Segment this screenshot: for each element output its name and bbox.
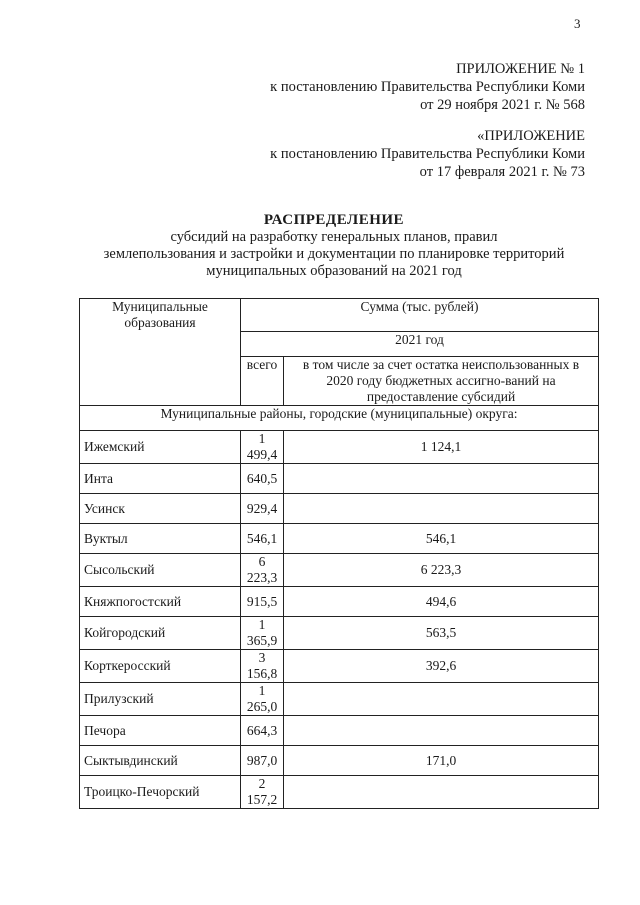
total-amount: 2 157,2 (241, 776, 284, 809)
total-amount: 3 156,8 (241, 650, 284, 683)
municipality-name: Корткеросский (80, 650, 241, 683)
municipality-name: Печора (80, 716, 241, 746)
appendix-reference: к постановлению Правительства Республики Коми (270, 146, 585, 162)
municipality-name: Койгородский (80, 617, 241, 650)
section-row (80, 406, 599, 431)
table-row (80, 554, 599, 587)
included-amount: 392,6 (284, 650, 599, 683)
appendix-date: от 17 февраля 2021 г. № 73 (419, 164, 585, 180)
table-row (80, 431, 599, 464)
included-amount: 171,0 (284, 746, 599, 776)
included-amount: 546,1 (284, 524, 599, 554)
municipality-name: Инта (80, 464, 241, 494)
municipality-name: Ижемский (80, 431, 241, 464)
included-amount (284, 464, 599, 494)
appendix-title: «ПРИЛОЖЕНИЕ (477, 128, 585, 144)
table-row (80, 617, 599, 650)
total-amount: 546,1 (241, 524, 284, 554)
appendix-reference: к постановлению Правительства Республики Коми (270, 79, 585, 95)
municipality-name: Княжпогостский (80, 587, 241, 617)
header-included: в том числе за счет остатка неиспользованных в 2020 году бюджетных ассигно-ваний на предоставление субсидий (284, 357, 599, 406)
document-title (70, 212, 598, 280)
total-amount: 929,4 (241, 494, 284, 524)
included-amount (284, 683, 599, 716)
header-municipality: Муниципальные образования (80, 299, 241, 406)
table-row (80, 587, 599, 617)
header-total: всего (241, 357, 284, 406)
included-amount (284, 716, 599, 746)
included-amount: 494,6 (284, 587, 599, 617)
municipality-name: Усинск (80, 494, 241, 524)
header-year: 2021 год (241, 332, 599, 357)
table-row (80, 524, 599, 554)
header-row (80, 299, 599, 332)
appendix-header-current (270, 60, 585, 114)
included-amount: 6 223,3 (284, 554, 599, 587)
table-row (80, 746, 599, 776)
table-row (80, 716, 599, 746)
appendix-date: от 29 ноября 2021 г. № 568 (420, 97, 585, 113)
municipality-name: Вуктыл (80, 524, 241, 554)
table-row (80, 683, 599, 716)
included-amount (284, 494, 599, 524)
total-amount: 640,5 (241, 464, 284, 494)
header-sum: Сумма (тыс. рублей) (241, 299, 599, 332)
section-title: Муниципальные районы, городские (муниципальные) округа: (80, 406, 599, 431)
title-line: землепользования и застройки и документации по планировке территорий (103, 246, 565, 262)
included-amount: 563,5 (284, 617, 599, 650)
table-row (80, 776, 599, 809)
title-main: РАСПРЕДЕЛЕНИЕ (263, 212, 405, 228)
table-row (80, 650, 599, 683)
total-amount: 915,5 (241, 587, 284, 617)
municipality-name: Прилузский (80, 683, 241, 716)
municipality-name: Сыктывдинский (80, 746, 241, 776)
appendix-header-original (270, 127, 585, 181)
title-line: субсидий на разработку генеральных планов, правил (170, 229, 498, 245)
appendix-title: ПРИЛОЖЕНИЕ № 1 (456, 61, 585, 77)
included-amount (284, 776, 599, 809)
total-amount: 1 365,9 (241, 617, 284, 650)
page-number: 3 (574, 16, 581, 31)
included-amount: 1 124,1 (284, 431, 599, 464)
municipality-name: Троицко-Печорский (80, 776, 241, 809)
total-amount: 6 223,3 (241, 554, 284, 587)
table-row (80, 464, 599, 494)
total-amount: 1 265,0 (241, 683, 284, 716)
total-amount: 1 499,4 (241, 431, 284, 464)
total-amount: 664,3 (241, 716, 284, 746)
total-amount: 987,0 (241, 746, 284, 776)
municipality-name: Сысольский (80, 554, 241, 587)
table-row (80, 494, 599, 524)
distribution-table (79, 298, 599, 809)
title-line: муниципальных образований на 2021 год (206, 263, 462, 279)
